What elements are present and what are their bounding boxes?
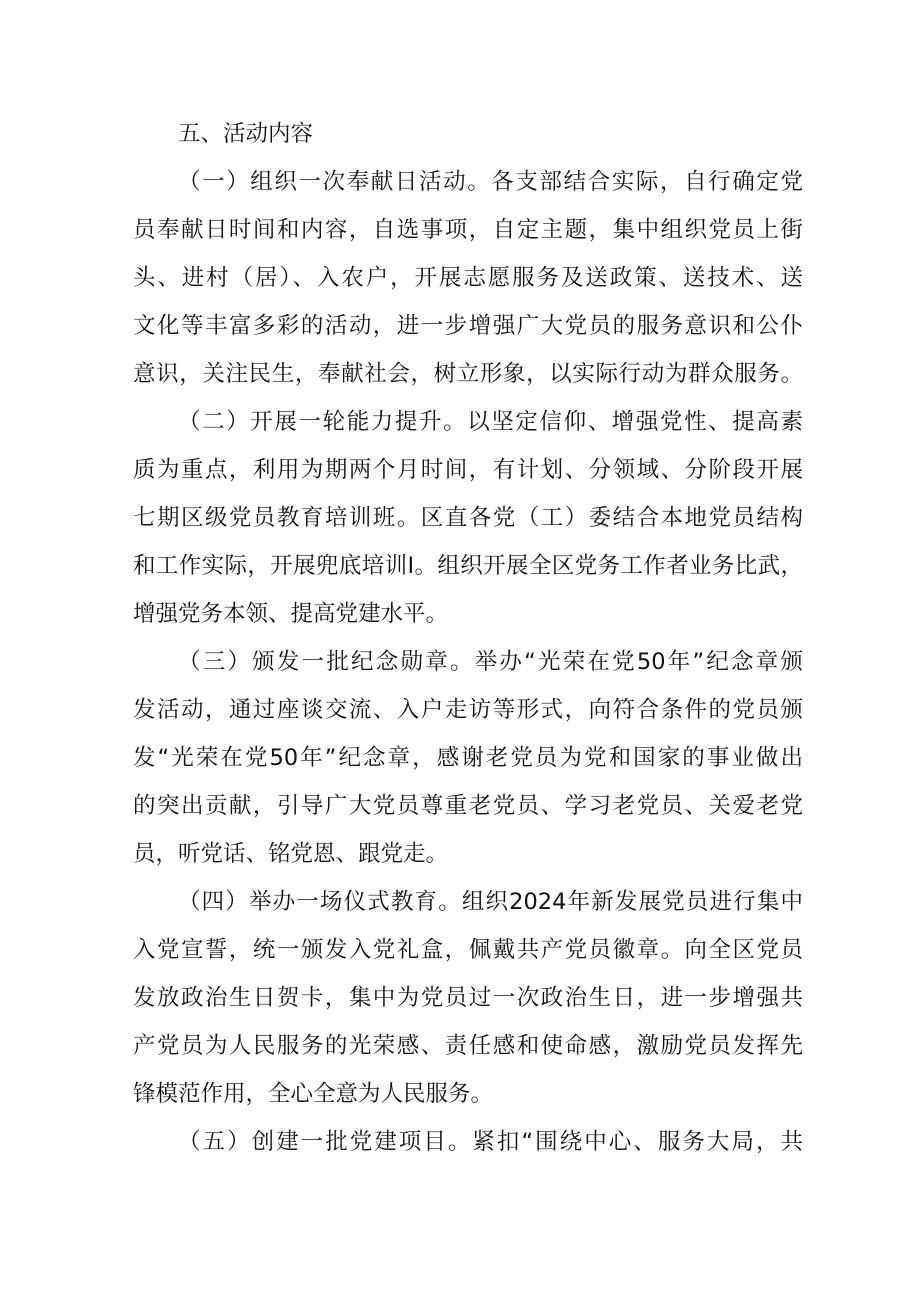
paragraph-line: （五）创建一批党建项目。紧扣“围绕中心、服务大局，共 bbox=[178, 1129, 803, 1155]
paragraph-line: 产党员为人民服务的光荣感、责任感和使命感，激励党员发挥先 bbox=[133, 1033, 803, 1059]
paragraph-line: （二）开展一轮能力提升。以坚定信仰、增强党性、提高素 bbox=[178, 409, 803, 435]
paragraph-line: （三）颁发一批纪念勋章。举办“光荣在党50年”纪念章颁 bbox=[178, 649, 803, 675]
section-heading: 五、活动内容 bbox=[178, 121, 314, 147]
paragraph-line: 意识，关注民生，奉献社会，树立形象，以实际行动为群众服务。 bbox=[133, 361, 803, 387]
paragraph-line: 的突出贡献，引导广大党员尊重老党员、学习老党员、关爱老党 bbox=[133, 793, 803, 819]
paragraph-line: 入党宣誓，统一颁发入党礼盒，佩戴共产党员徽章。向全区党员 bbox=[133, 937, 803, 963]
paragraph-line: 质为重点，利用为期两个月时间，有计划、分领域、分阶段开展 bbox=[133, 457, 803, 483]
paragraph-line: 和工作实际，开展兜底培训I。组织开展全区党务工作者业务比武， bbox=[133, 553, 803, 579]
paragraph-line: 文化等丰富多彩的活动，进一步增强广大党员的服务意识和公仆 bbox=[133, 313, 803, 339]
paragraph-line: 头、进村（居）、入农户，开展志愿服务及送政策、送技术、送 bbox=[133, 265, 803, 291]
paragraph-line: 增强党务本领、提高党建水平。 bbox=[133, 601, 449, 627]
paragraph-line: 发“光荣在党50年”纪念章，感谢老党员为党和国家的事业做出 bbox=[133, 745, 803, 771]
paragraph-line: （四）举办一场仪式教育。组织2024年新发展党员进行集中 bbox=[178, 889, 803, 915]
paragraph-line: 员，听党话、铭党恩、跟党走。 bbox=[133, 841, 449, 867]
paragraph-line: 发放政治生日贺卡，集中为党员过一次政治生日，进一步增强共 bbox=[133, 985, 803, 1011]
paragraph-line: 七期区级党员教育培训班。区直各党（工）委结合本地党员结构 bbox=[133, 505, 803, 531]
paragraph-line: 锋模范作用，全心全意为人民服务。 bbox=[133, 1081, 494, 1107]
paragraph-line: 发活动，通过座谈交流、入户走访等形式，向符合条件的党员颁 bbox=[133, 697, 803, 723]
paragraph-line: 员奉献日时间和内容，自选事项，自定主题，集中组织党员上街 bbox=[133, 217, 803, 243]
paragraph-line: （一）组织一次奉献日活动。各支部结合实际，自行确定党 bbox=[178, 169, 803, 195]
